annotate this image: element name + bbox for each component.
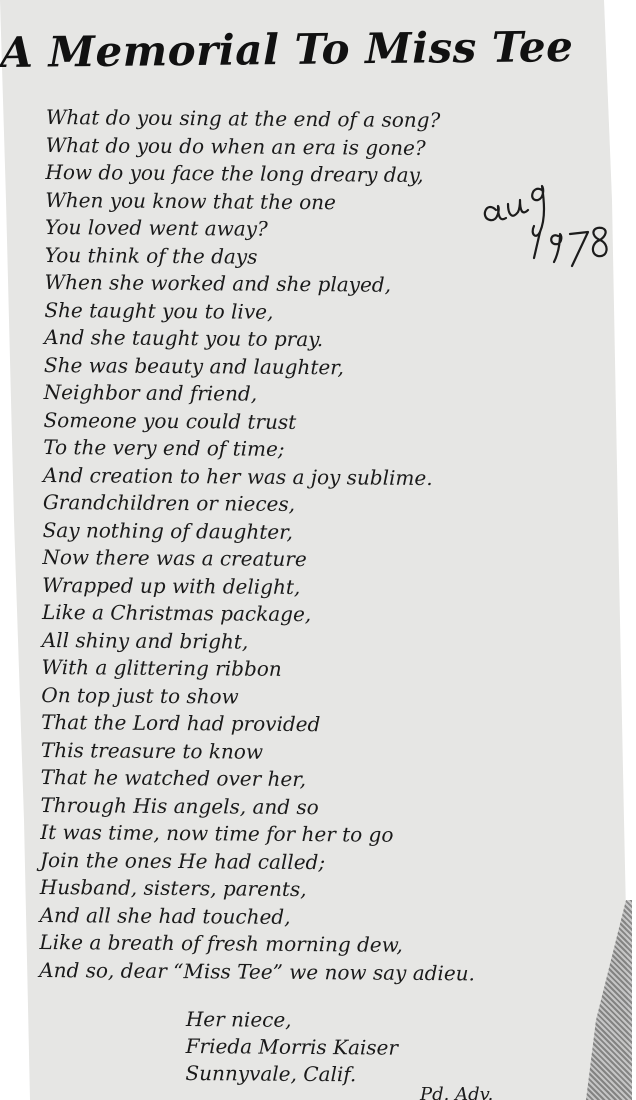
poem-line: With a glittering ribbon [41, 654, 282, 681]
poem-line: Husband, sisters, parents, [39, 874, 307, 902]
poem-line: All shiny and bright, [41, 627, 249, 654]
signature-name: Frieda Morris Kaiser [185, 1033, 399, 1060]
poem-line: And she taught you to pray. [44, 324, 324, 352]
poem-line: Through His angels, and so [40, 792, 319, 819]
poem-line: And all she had touched, [39, 902, 291, 929]
paid-advertisement-fragment: Pd. Adv. [420, 1084, 494, 1100]
poem-line: How do you face the long dreary day, [45, 159, 424, 187]
signature-block [185, 1006, 398, 1089]
poem-line: Wrapped up with delight, [42, 572, 301, 599]
poem-line: That he watched over her, [40, 764, 307, 792]
poem-line: On top just to show [41, 682, 239, 709]
poem-line: Say nothing of daughter, [42, 517, 293, 544]
poem-line: Like a breath of fresh morning dew, [39, 929, 403, 957]
poem-line: Neighbor and friend, [43, 379, 258, 406]
poem-line: When you know that the one [45, 187, 337, 214]
poem-line: Someone you could trust [43, 407, 297, 434]
poem-line: Grandchildren or nieces, [42, 489, 296, 516]
poem-line: This treasure to know [40, 737, 264, 764]
poem-line: To the very end of time; [43, 434, 285, 461]
poem-line: And so, dear “Miss Tee” we now say adieu. [39, 957, 476, 985]
handwritten-date-note [478, 170, 628, 270]
poem-line: And creation to her was a joy sublime. [42, 462, 433, 490]
poem-line: That the Lord had provided [41, 709, 321, 737]
poem-line: She was beauty and laughter, [43, 352, 345, 379]
poem-line: You think of the days [44, 242, 258, 269]
poem-line: Like a Christmas package, [41, 599, 312, 627]
poem-line: Now there was a creature [42, 544, 307, 572]
signature-location: Sunnyvale, Calif. [185, 1060, 357, 1087]
poem-line: Join the ones He had called; [39, 847, 326, 874]
poem-title: A Memorial To Miss Tee [0, 21, 574, 77]
poem-line: She taught you to live, [44, 297, 274, 324]
poem-line: It was time, now time for her to go [40, 819, 394, 847]
poem-line: When she worked and she played, [44, 269, 392, 297]
poem-line: What do you sing at the end of a song? [45, 104, 441, 133]
signature-relation: Her niece, [185, 1006, 292, 1032]
poem-body [39, 104, 482, 987]
poem-line: You loved went away? [44, 214, 268, 241]
poem-line: What do you do when an era is gone? [45, 132, 426, 160]
